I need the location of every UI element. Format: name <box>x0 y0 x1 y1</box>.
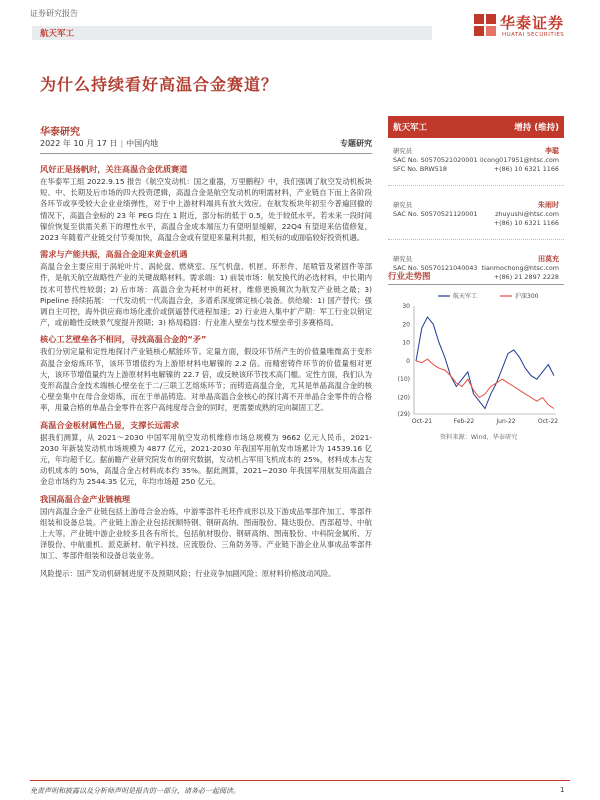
legend-label: 航天军工 <box>453 293 478 300</box>
logo-icon <box>474 14 496 36</box>
analyst-email[interactable]: zhuyushi@htsc.com <box>495 210 559 218</box>
risk-warning: 风险提示：国产发动机研制进度不及预期风险；行业竞争加剧风险；原材料价格波动风险。 <box>40 568 336 578</box>
section-heading: 核心工艺壁垒各不相同，寻找高温合金的“矛” <box>40 334 207 345</box>
x-tick-label: Jun-22 <box>496 418 516 425</box>
section-text: 在华泰军工組 2022.9.15 报告《航空发动机：国之重器，万里鹏程》中，我们强调了航空发动机板块短、中、长期及后市场的四大投资逻辑，高温合金是航空发动机的明需材料，产业链自下而上各阶段各环节或享受较大企业业绩弹性，对于中上游材料端具有放大效应。在航发板块年初至今普遍回撤的情况下，高温合金标的 23 年 PEG 均在 1 附近，部分标的低于 0.5，处于较低水平。若未来一段时间镍价恢复至供需关系下的理性水平，高温合金成本端压力有望明显缓解，22Q4 有望迎来估值修复，2023 年随着产业链交付节奏加快，高温合金或有望迎来量利共振，相关标的或面临较好投资机遇。 <box>40 177 372 243</box>
analyst-sac: SAC No. S0570521120001 <box>393 210 478 218</box>
page-title: 为什么持续看好高温合金赛道？ <box>40 75 279 94</box>
analyst-role: 研究员 <box>393 201 413 209</box>
report-category: 专题研究 <box>340 139 372 148</box>
analyst-sfc: SFC No. BRW518 <box>393 165 447 173</box>
analyst-email[interactable]: licong017951@htsc.com <box>480 156 559 164</box>
page-number: 1 <box>560 786 565 794</box>
trend-chart-svg <box>388 288 564 428</box>
rating-bar <box>388 116 564 138</box>
doc-type: 华泰研究 <box>40 127 80 138</box>
logo-text-cn: 华泰证券 <box>500 14 565 32</box>
section-text: 高温合金主要应用于涡轮叶片、涡轮盘、燃烧室、压气机盘、机匣、环形件、尾喷管及紧固件等部件，是航天航空战略性产业的关键战略材料。需求端：1) 前装市场：航发换代的必选材料，中长期内技术可替代性较弱；2) 后市场：高温合金为耗材中的耗材，维修更换频次为航发产业链之最；3) Pipeline 持续拓展：一代发动机一代高温合金，多谱系深度绑定核心装备。供给端：1) 国产替代：强调自主可控，海外供应商市场化涨价或倒逼替代进程加速；2) 行业进入集中扩产期：军工行业以销定产，或前瞻性反映景气度提升预期；3) 格局稳固：行业准入壁垒与技术壁垒牵引多赛格局。 <box>40 262 372 328</box>
section-text: 国内高温合金产业链包括上游母合金冶炼，中游零部件毛坯件成形以及下游成品零部件加工、零部件组装和设备总装。产业链上游企业包括抚顺特钢、钢研高纳、图南股份、隆达股份、西部超导、中航上大等。产业链中游企业较多且各有所长，包括航材股份、钢研高纳、图南股份、中科院金属所、万泽股份、中航重机、派克新材、航宇科技、应流股份、三角防务等。产业链下游企业从事成品零部件加工、零部件组装和设备总装业务。 <box>40 506 372 561</box>
footer-divider <box>30 780 570 781</box>
analyst-phone: +(86) 21 2897 2228 <box>493 273 559 281</box>
sector-tag: 航天军工 <box>32 26 432 40</box>
page-header <box>0 0 600 52</box>
analyst-name: 朱雨时 <box>538 201 559 209</box>
analyst-name: 李聪 <box>545 147 559 155</box>
y-tick-label: (20) <box>397 394 410 402</box>
rating-value: 增持 (维持) <box>514 123 559 133</box>
y-tick-label: 30 <box>402 303 410 310</box>
analyst-phone: +(86) 10 6321 1166 <box>493 165 559 173</box>
chart-source: 资料来源：Wind，华泰研究 <box>440 434 518 441</box>
footer-disclaimer: 免责声明和披露以及分析师声明是报告的一部分，请务必一起阅读。 <box>30 787 240 795</box>
analyst-role: 研究员 <box>393 255 413 263</box>
y-tick-label: 20 <box>402 321 410 329</box>
report-region: 中国内地 <box>126 139 159 148</box>
legend-label: 沪深300 <box>515 293 539 300</box>
section-heading: 风好正是扬帆时，关注高温合金优质赛道 <box>40 164 188 174</box>
main-content <box>40 158 372 579</box>
section-text: 我们分别定量和定性地探讨产业链核心赋能环节。定量方面，假设环节所产生的价值量唯微高于变形高温合金熔炼环节，该环节增值约为上游原材料电解镍的 2.2 倍。而精密铸件环节的价值量相对更大，该环节增值量约为上游原材料电解镍的 22.7 倍，或反映该环节技术高门槛。定性方面，我们认为变形高温合金技术端核心壁垒在于二/三联工艺熔炼环节；而铸造高温合金，尤其是单晶高温合金的核心壁垒集中在母合金熔炼，而在于单晶铸造。对单晶高温合金核心的探讨离不开单晶合金零件的合格率，用量合格的单晶合金零件在客户高纯度母合金的同时，更需要成熟的定向凝固工艺。 <box>40 347 372 413</box>
report-date: 2022 年 10 月 17 日 <box>40 139 118 148</box>
analyst-name: 田莫充 <box>538 255 559 263</box>
section-text: 据我们测算，从 2021～2030 中国军用航空发动机维修市场总规模为 9662 亿元人民币，2021-2030 年新装发动机市场规模为 4877 亿元，2021-2030 年我国军用航发市场累计为 14539.16 亿元，年均超千亿。据前瞻产业研究院发布的研究数据，发动机占军用飞机成本的 25%，材料成本占发动机成本的 50%，高温合金占材料成本约 35%。据此测算，2021~2030 年我国军用航发用高温合金总市场约为 2544.35 亿元，年均市场超 250 亿元。 <box>40 432 372 487</box>
section-heading: 需求与产能共振，高温合金迎来黄金机遇 <box>40 249 188 260</box>
rating-sector: 航天军工 <box>393 123 428 133</box>
separator: | <box>120 139 124 148</box>
series-line <box>416 359 554 408</box>
analyst-sac: SAC No. S0570521020001 <box>393 156 478 164</box>
analyst-email[interactable]: tianmochong@htsc.com <box>481 264 559 272</box>
section-heading: 高温合金板材属性凸显，支撑长远需求 <box>40 419 180 430</box>
y-tick-label: (29) <box>397 411 410 418</box>
analyst-card <box>388 200 564 246</box>
trend-chart <box>388 288 564 428</box>
x-tick-label: Oct-22 <box>537 418 559 425</box>
y-tick-label: 10 <box>402 339 410 347</box>
analyst-card <box>388 146 564 192</box>
x-tick-label: Feb-22 <box>453 418 475 425</box>
doc-type-bar <box>40 120 370 138</box>
y-tick-label: 0 <box>406 357 410 365</box>
series-line <box>416 317 554 409</box>
section-heading: 我国高温合金产业链梳理 <box>40 493 131 504</box>
trend-divider <box>388 284 564 285</box>
y-tick-label: (10) <box>397 376 410 384</box>
logo <box>474 10 574 46</box>
analyst-sac: SAC No. S0570121040043 <box>393 264 478 272</box>
date-line <box>40 138 372 150</box>
x-tick-label: Oct-21 <box>411 418 433 425</box>
analyst-divider <box>388 185 564 186</box>
analyst-phone: +(86) 10 6321 1166 <box>493 219 559 227</box>
logo-text-en: HUATAI SECURITIES <box>502 32 565 38</box>
trend-chart-title: 行业走势图 <box>388 272 431 282</box>
report-type: 证券研究报告 <box>30 9 78 18</box>
analyst-divider <box>388 239 564 240</box>
analyst-role: 研究员 <box>393 147 413 155</box>
divider <box>40 153 372 154</box>
